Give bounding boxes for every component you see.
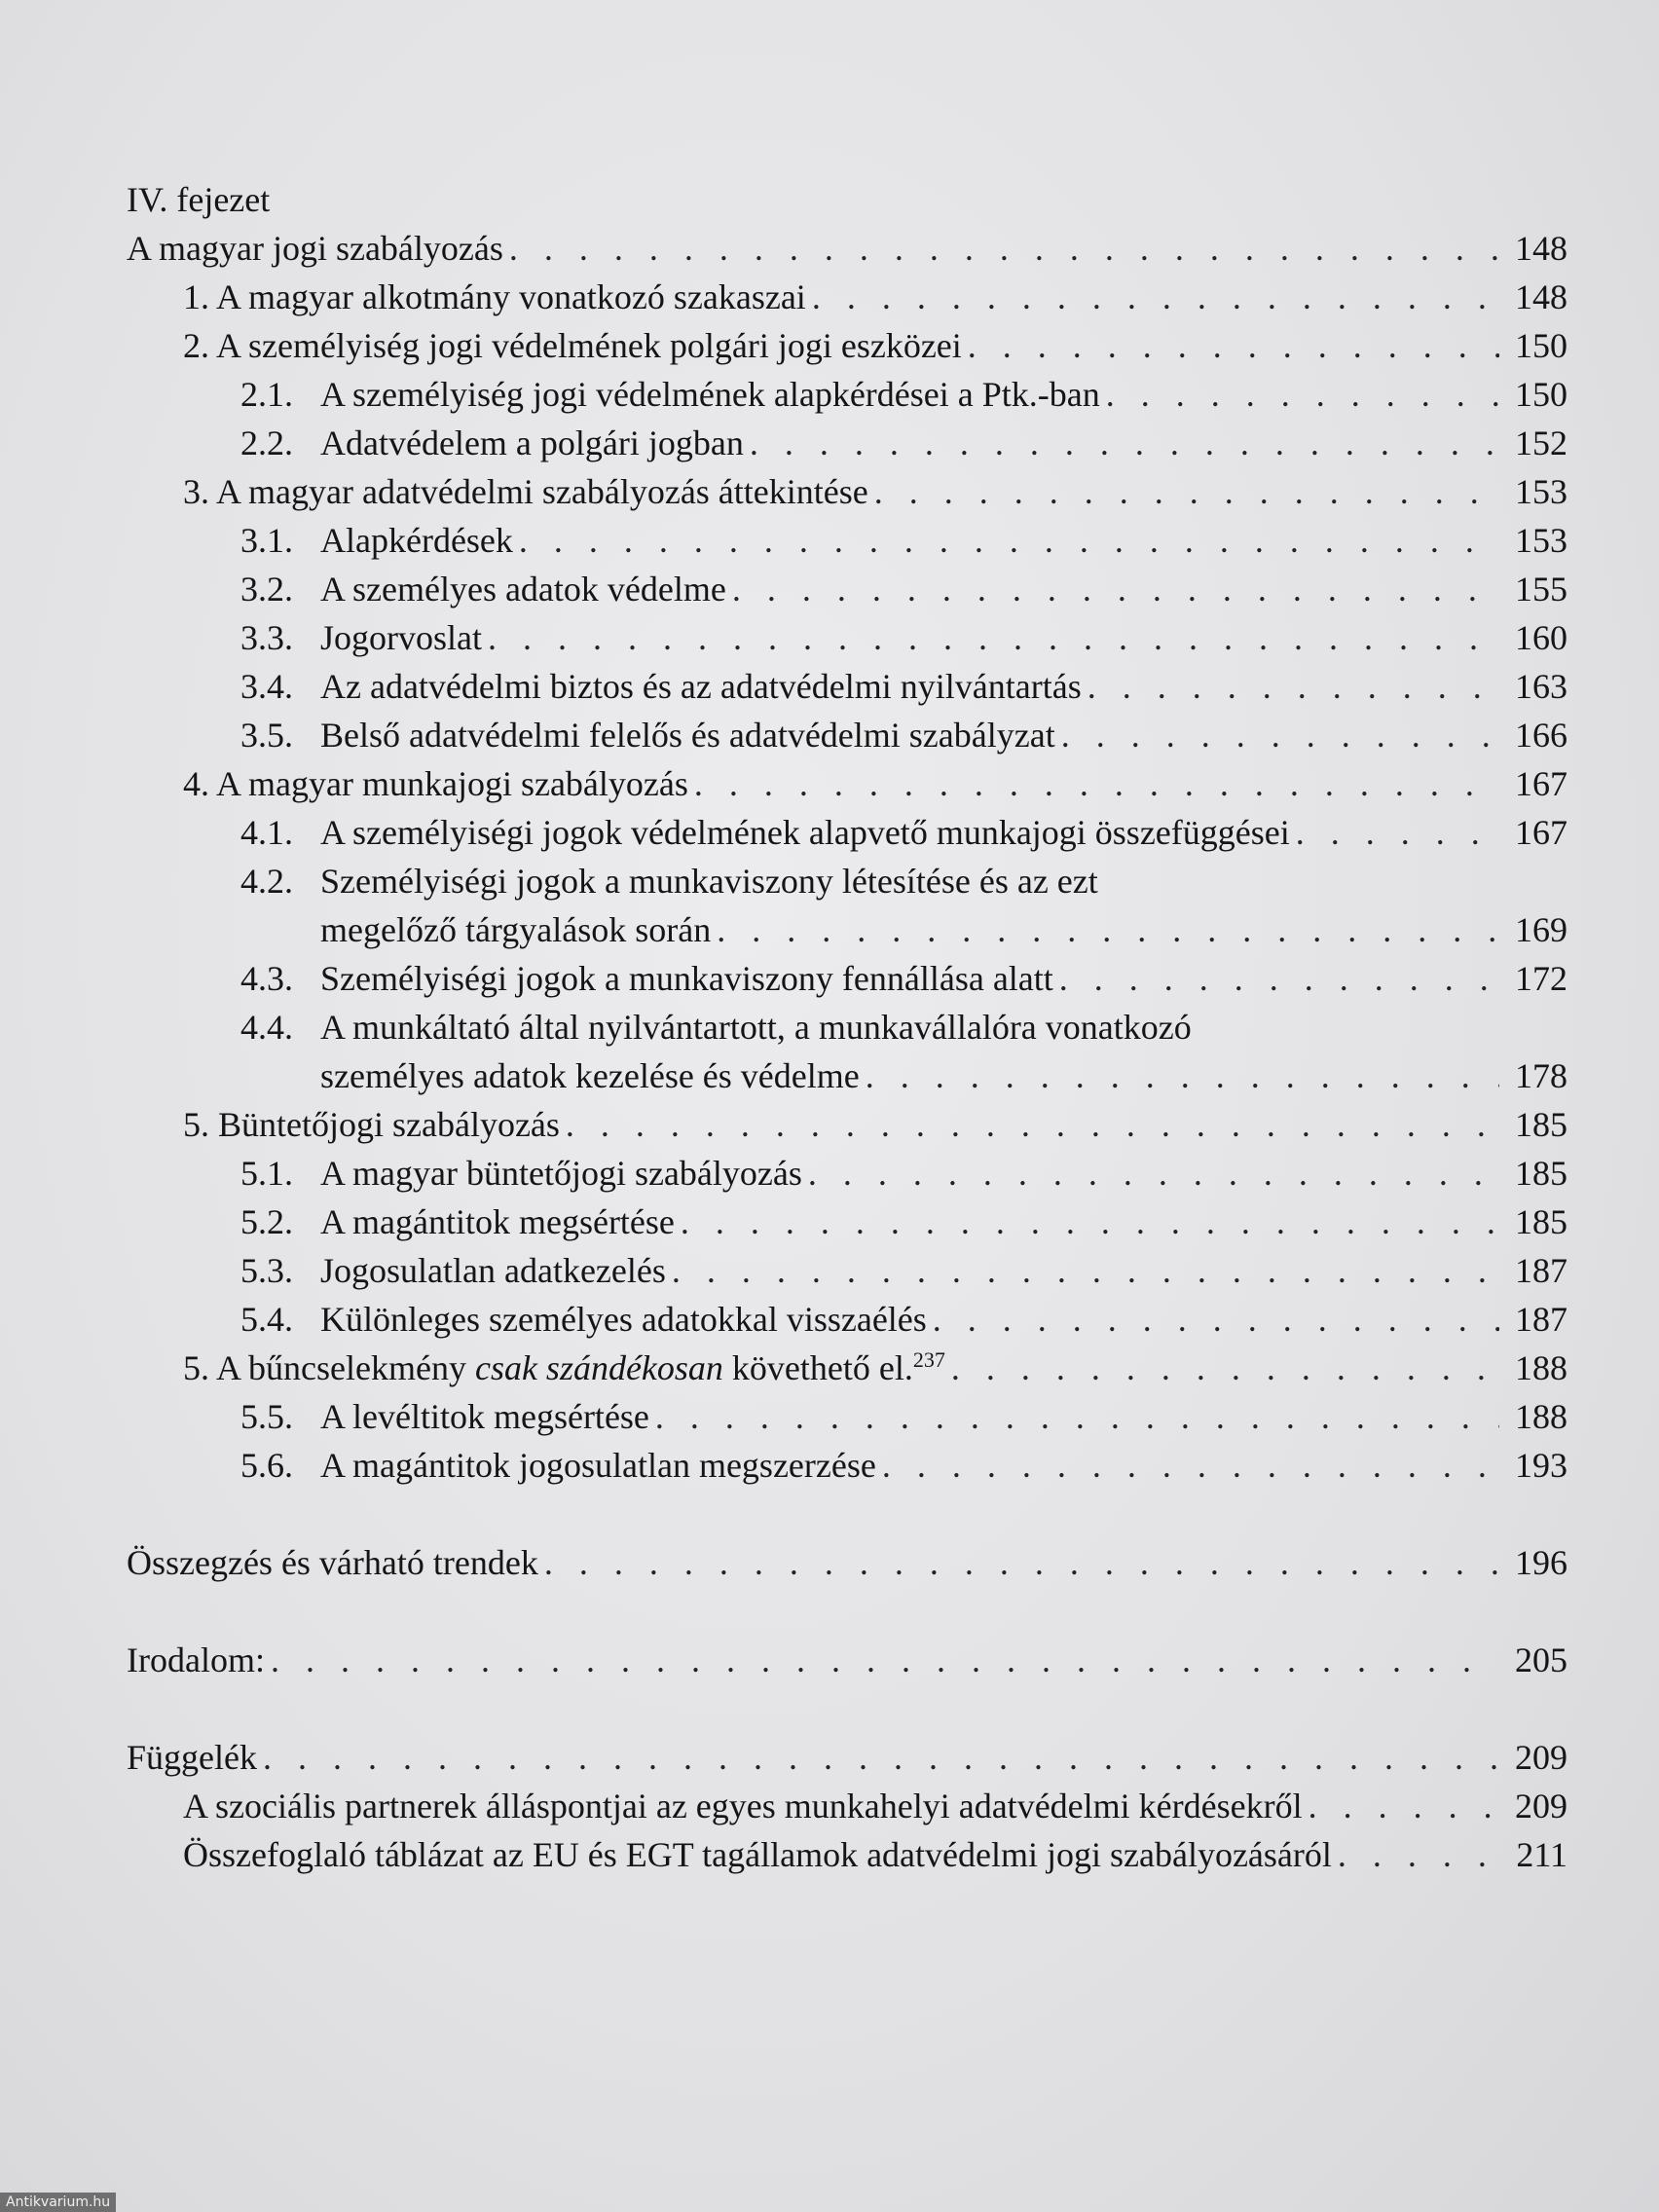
toc-entry-line2: megelőző tárgyalások során . . . 169: [127, 905, 1567, 954]
page-number: 153: [1515, 521, 1567, 560]
page-number: 152: [1515, 424, 1567, 462]
toc-entry: 5.5. A levéltitok megsértése . . . 188: [127, 1392, 1567, 1441]
section-number: 3.: [183, 472, 209, 511]
toc-entry: A szociális partnerek álláspontjai az egyes munkahelyi adatvédelmi kérdésekről . . . 209: [127, 1782, 1567, 1830]
toc-entry: 5.1. A magyar büntetőjogi szabályozás . . . 185: [127, 1149, 1567, 1198]
toc-entry: 4. A magyar munkajogi szabályozás . . . 167: [127, 759, 1567, 808]
section-number: 3.4.: [240, 667, 293, 706]
page-number: 185: [1515, 1154, 1567, 1193]
section-number: 5.5.: [240, 1397, 293, 1436]
page-number: 187: [1515, 1251, 1567, 1290]
section-number: 5.1.: [240, 1154, 293, 1193]
section-number: 3.1.: [240, 521, 293, 560]
section-number: 5.2.: [240, 1202, 293, 1241]
toc-entry: 3.3. Jogorvoslat . . . 160: [127, 613, 1567, 662]
toc-entry: 2.2. Adatvédelem a polgári jogban . . . 152: [127, 419, 1567, 467]
toc-entry: 3.5. Belső adatvédelmi felelős és adatvédelmi szabályzat . . . 166: [127, 711, 1567, 759]
section-number: 2.1.: [240, 375, 293, 414]
section-number: 4.1.: [240, 813, 293, 852]
toc-entry-line1: 4.4. A munkáltató által nyilvántartott, a munkavállalóra vonatkozó: [127, 1003, 1567, 1051]
section-number: 4.2.: [240, 862, 293, 901]
toc-entry: 5.6. A magántitok jogosulatlan megszerzése . . . 193: [127, 1441, 1567, 1490]
section-number: 4.: [183, 764, 209, 803]
page-number: 211: [1516, 1835, 1567, 1874]
section-number: 4.3.: [240, 959, 293, 998]
page-number: 209: [1515, 1738, 1567, 1777]
page-number: 166: [1515, 716, 1567, 755]
page-number: 148: [1515, 229, 1567, 268]
page-number: 188: [1515, 1397, 1567, 1436]
toc-entry: 3.1. Alapkérdések . . . 153: [127, 516, 1567, 565]
page-number: 205: [1515, 1641, 1567, 1679]
page-number: 160: [1515, 618, 1567, 657]
toc-entry: A magyar jogi szabályozás . . . 148: [127, 224, 1567, 273]
table-of-contents: [127, 175, 1567, 1879]
page-number: 169: [1515, 910, 1567, 949]
toc-entry: Összefoglaló táblázat az EU és EGT tagállamok adatvédelmi jogi szabályozásáról . . . 211: [127, 1830, 1567, 1879]
toc-entry-line2: személyes adatok kezelése és védelme . . . 178: [127, 1051, 1567, 1100]
toc-entry: 3.4. Az adatvédelmi biztos és az adatvédelmi nyilvántartás . . . 163: [127, 662, 1567, 711]
section-number: 5.6.: [240, 1446, 293, 1485]
toc-entry: 5. A bűncselekmény csak szándékosan követhető el.$^{237}$ . . . 188: [127, 1344, 1567, 1392]
footnote-marker: 237: [912, 1347, 945, 1372]
chapter-heading: IV. fejezet: [127, 180, 271, 219]
toc-entry: Irodalom: . . . 205: [127, 1636, 1567, 1684]
toc-entry: 5.4. Különleges személyes adatokkal visszaélés . . . 187: [127, 1295, 1567, 1344]
section-number: 3.3.: [240, 618, 293, 657]
page-number: 150: [1515, 375, 1567, 414]
section-number: 5.: [183, 1105, 209, 1144]
page-number: 209: [1515, 1787, 1567, 1825]
toc-entry: Összegzés és várható trendek . . . 196: [127, 1538, 1567, 1587]
toc-entry: 3. A magyar adatvédelmi szabályozás áttekintése . . . 153: [127, 467, 1567, 516]
page-number: 148: [1515, 277, 1567, 316]
site-watermark: Antikvarium.hu: [0, 2193, 116, 2212]
page-number: 163: [1515, 667, 1567, 706]
page-number: 172: [1515, 959, 1567, 998]
toc-entry: 2.1. A személyiség jogi védelmének alapkérdései a Ptk.-ban . . . 150: [127, 370, 1567, 419]
section-number: 2.2.: [240, 424, 293, 462]
section-number: 1.: [183, 277, 209, 316]
page-number: 178: [1515, 1056, 1567, 1095]
page-number: 150: [1515, 326, 1567, 365]
page-number: 167: [1515, 813, 1567, 852]
toc-entry: 5.3. Jogosulatlan adatkezelés . . . 187: [127, 1246, 1567, 1295]
toc-entry: Függelék . . . 209: [127, 1733, 1567, 1782]
page-number: 188: [1515, 1348, 1567, 1387]
page-number: 185: [1515, 1105, 1567, 1144]
toc-entry: 4.1. A személyiségi jogok védelmének alapvető munkajogi összefüggései . . . 167: [127, 808, 1567, 857]
page-number: 196: [1515, 1543, 1567, 1582]
toc-entry: 4.3. Személyiségi jogok a munkaviszony fennállása alatt . . . 172: [127, 954, 1567, 1003]
toc-entry: 5.2. A magántitok megsértése . . . 185: [127, 1198, 1567, 1246]
page-number: 185: [1515, 1202, 1567, 1241]
toc-entry: 5. Büntetőjogi szabályozás . . . 185: [127, 1100, 1567, 1149]
section-number: 5.: [183, 1348, 209, 1387]
section-number: 4.4.: [240, 1008, 293, 1047]
page-number: 187: [1515, 1300, 1567, 1339]
section-number: 2.: [183, 326, 209, 365]
section-number: 3.5.: [240, 716, 293, 755]
toc-entry-line1: 4.2. Személyiségi jogok a munkaviszony létesítése és az ezt: [127, 857, 1567, 905]
page-number: 155: [1515, 570, 1567, 608]
page-number: 167: [1515, 764, 1567, 803]
toc-entry: 2. A személyiség jogi védelmének polgári jogi eszközei . . . 150: [127, 321, 1567, 370]
toc-entry: 3.2. A személyes adatok védelme . . . 155: [127, 565, 1567, 613]
page-number: 153: [1515, 472, 1567, 511]
toc-entry: 1. A magyar alkotmány vonatkozó szakaszai . . . 148: [127, 273, 1567, 321]
page-number: 193: [1515, 1446, 1567, 1485]
section-number: 5.4.: [240, 1300, 293, 1339]
section-number: 5.3.: [240, 1251, 293, 1290]
section-number: 3.2.: [240, 570, 293, 608]
